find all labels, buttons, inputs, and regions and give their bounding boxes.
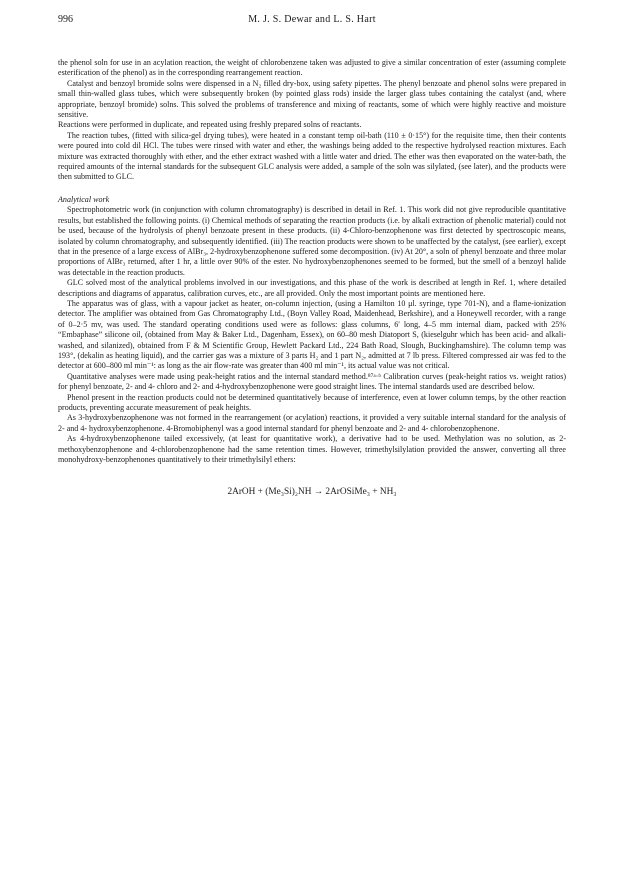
page-header xyxy=(58,14,566,30)
paragraph: GLC solved most of the analytical problems involved in our investigations, and this phase of the work is described at length in Ref. 1, where detailed descriptions and diagrams of apparatus, calibration curves, etc., are all provided. Only the most important points are mentioned here. xyxy=(58,278,566,298)
paragraph: As 3-hydroxybenzophenone was not formed in the rearrangement (or acylation) reactions, it provided a very suitable internal standard for the analysis of 2- and 4- hydroxybenzophenone. 4-Bromobiphenyl was a good internal standard for phenyl benzoate and 2- and 4- chlorobenzophenone. xyxy=(58,413,566,433)
chemical-equation: 2ArOH + (Me₃Si)₂NH → 2ArOSiMe₃ + NH₃ xyxy=(227,487,397,498)
section-heading: Analytical work xyxy=(58,194,110,204)
page-number: 996 xyxy=(58,14,73,25)
paragraph: Spectrophotometric work (in conjunction with column chromatography) is described in detail in Ref. 1. This work did not give reproducible quantitative results, but established the following points. (i) Chemical methods of separating the reaction products (i.e. by alkali extraction of phenolic material) could not be used, because of the hydrolysis of phenyl benzoate present in these products. (ii) 4-Chloro-benzophenone was first detected by spectroscopic means, isolated by column chromatography, and subsequently identified. (iii) The reaction products were shown to be unaffected by the catalyst, (see earlier), except that in the presence of a large excess of AlBr₃, 2-hydroxybenzophenone suffered some decomposition. (iv) At 20°, a soln of phenyl benzoate and three molar proportions of AlBr₃ returned, after 1 hr, a little over 90% of the ester. No hydroxybenzophenones seemed to be formed, but the smell of a benzoyl halide was detectable in the reaction products. xyxy=(58,205,566,277)
paragraph: Catalyst and benzoyl bromide solns were dispensed in a N₂ filled dry-box, using safety pipettes. The phenyl benzoate and phenol solns were prepared in small thin-walled glass tubes, which were subsequently broken (by pointed glass rods) inside the larger glass tubes containing the catalyst (and, where appropriate, benzoyl bromide) solns. This solved the problems of transference and mixing of reactants, some of which were highly reactive and moisture sensitive. xyxy=(58,78,566,120)
journal-page xyxy=(58,14,566,498)
article-body xyxy=(58,58,566,498)
paragraph: Quantitative analyses were made using peak-height ratios and the internal standard method.⁸⁷ᵃ·ᵇ Calibration curves (peak-height ratios vs. weight ratios) for phenyl benzoate, 2- and 4- chloro and 2- and 4-hydroxybenzophenone were good straight lines. The internal standards used are described below. xyxy=(58,371,566,392)
paragraph: The apparatus was of glass, with a vapour jacket as heater, on-column injection, (using a Hamilton 10 μl. syringe, type 701-N), and a flame-ionization detector. The amplifier was obtained from Gas Chromatography Ltd., (Boyn Valley Road, Maidenhead, Berkshire), and a Honeywell recorder, with a range of 0–2·5 mv, was used. The standard operating conditions used were as follows: glass columns, 6′ long, 4–5 mm internal diam, packed with 25% “Embaphase” silicone oil, (obtained from May & Baker Ltd., Dagenham, Essex), on 60–80 mesh Diatoport S, (kieselguhr which has been acid- and alkali-washed, and silanized), obtained from F & M Scientific Group, Hewlett Packard Ltd., 224 Bath Road, Slough, Buckinghamshire). The column temp was 193°, (dekalin as heating liquid), and the carrier gas was a mixture of 3 parts H₂ and 1 part N₂, admitted at 7 lb press. Filtered compressed air was fed to the detector at 600–800 ml min⁻¹: as long as the air flow-rate was greater than 400 ml min⁻¹, its actual value was not critical. xyxy=(58,298,566,371)
paragraph: The reaction tubes, (fitted with silica-gel drying tubes), were heated in a constant temp oil-bath (110 ± 0·15°) for the requisite time, then their contents were poured into cold dil HCl. The tubes were rinsed with water and ether, the washings being added to the respective hydrolysed reaction mixtures. Each mixture was extracted thoroughly with ether, and the ether extract washed with a little water and dried. The ether was then evaporated on the water-bath, the required amounts of the internal standards for the subsequent GLC analysis were added, a sample of the soln was silylated, (see later), and the products were then submitted to GLC. xyxy=(58,130,566,182)
running-head-authors: M. J. S. Dewar and L. S. Hart xyxy=(248,14,376,25)
paragraph: Phenol present in the reaction products could not be determined quantitatively because of interference, even at lower column temps, by the other reaction products, preventing accurate measurement of peak heights. xyxy=(58,392,566,412)
paragraph: the phenol soln for use in an acylation reaction, the weight of chlorobenzene taken was adjusted to give a similar concentration of ester (assuming complete esterification of the phenol) as in the corresponding rearrangement reaction. xyxy=(58,58,566,78)
paragraph: As 4-hydroxybenzophenone tailed excessively, (at least for quantitative work), a derivative had to be used. Methylation was no solution, as 2-methoxybenzophenone and 4-chlorobenzophenone had the same retention times. However, trimethylsilylation provided the answer, converting all three monohydroxy-benzophenones quantitatively to their trimethylsilyl ethers: xyxy=(58,434,566,465)
paragraph: Reactions were performed in duplicate, and repeated using freshly prepared solns of reactants. xyxy=(58,120,362,130)
